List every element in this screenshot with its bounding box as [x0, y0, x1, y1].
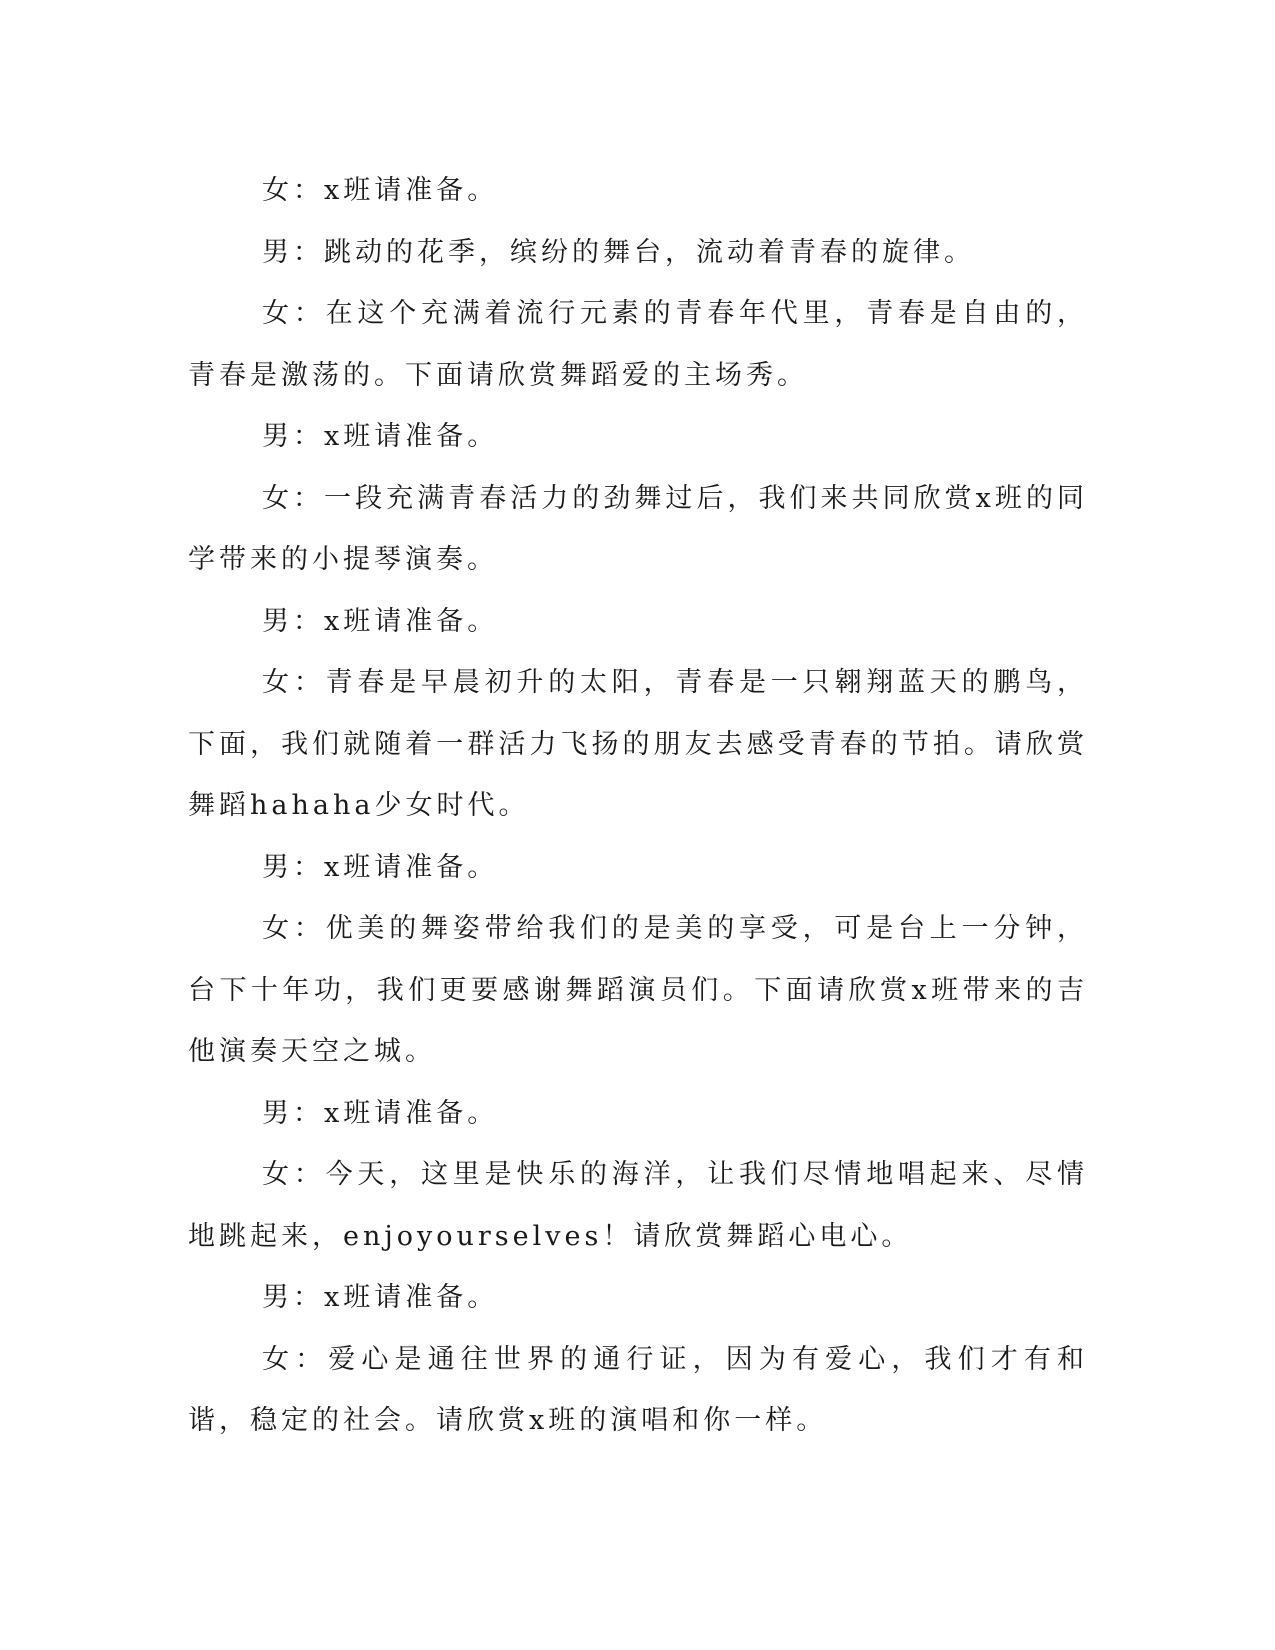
paragraph-8: 男：x班请准备。 — [262, 851, 499, 883]
paragraph-6: 男：x班请准备。 — [262, 605, 499, 637]
paragraph-13: 女：爱心是通往世界的通行证，因为有爱心，我们才有和谐，稳定的社会。请欣赏x班的演唱和你一样。 — [188, 1343, 1088, 1436]
paragraph-12: 男：x班请准备。 — [262, 1282, 499, 1313]
paragraph-11: 女：今天，这里是快乐的海洋，让我们尽情地唱起来、尽情地跳起来，enjoyourselves！请欣赏舞蹈心电心。 — [188, 1159, 1088, 1252]
paragraph-7: 女：青春是早晨初升的太阳，青春是一只翱翔蓝天的鹏鸟，下面，我们就随着一群活力飞扬的朋友去感受青春的节拍。请欣赏舞蹈hahaha少女时代。 — [188, 667, 1088, 821]
paragraph-4: 男：x班请准备。 — [262, 421, 499, 452]
paragraph-1: 女：x班请准备。 — [262, 175, 499, 206]
paragraph-2: 男：跳动的花季，缤纷的舞台，流动着青春的旋律。 — [262, 236, 975, 268]
document-body — [188, 160, 1088, 1452]
paragraph-5: 女：一段充满青春活力的劲舞过后，我们来共同欣赏x班的同学带来的小提琴演奏。 — [188, 482, 1088, 575]
paragraph-10: 男：x班请准备。 — [262, 1097, 499, 1129]
paragraph-9: 女：优美的舞姿带给我们的是美的享受，可是台上一分钟，台下十年功，我们更要感谢舞蹈演员们。下面请欣赏x班带来的吉他演奏天空之城。 — [188, 913, 1088, 1067]
paragraph-3: 女：在这个充满着流行元素的青春年代里，青春是自由的，青春是激荡的。下面请欣赏舞蹈爱的主场秀。 — [188, 298, 1088, 391]
